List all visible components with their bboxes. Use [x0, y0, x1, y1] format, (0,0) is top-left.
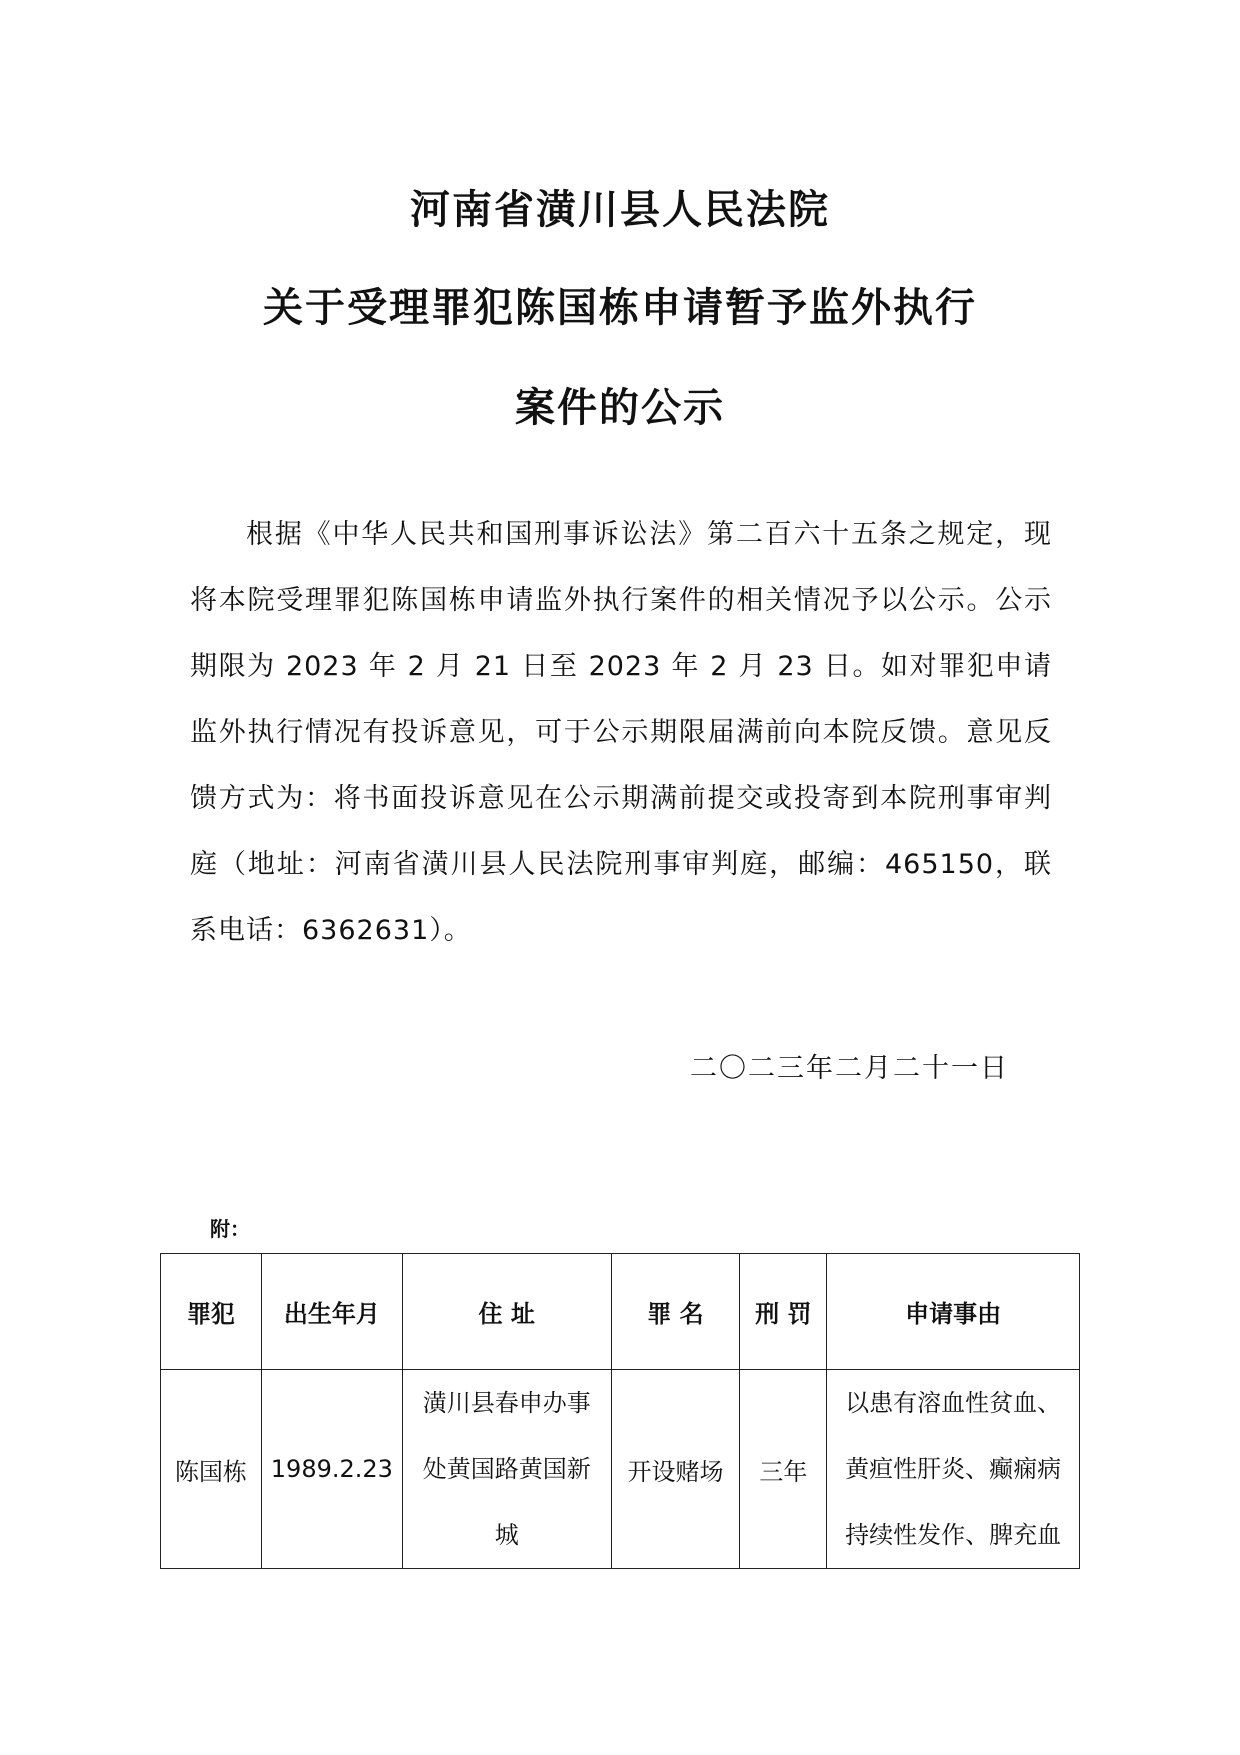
issue-date: 二〇二三年二月二十一日: [690, 1053, 1009, 1084]
table-header-row: [161, 1254, 1080, 1370]
cell-offender: 陈国栋: [161, 1370, 262, 1569]
notice-body: [190, 502, 1052, 964]
cell-reason: 以患有溶血性贫血、黄疸性肝炎、癫痫病持续性发作、脾充血: [827, 1370, 1080, 1569]
header-sentence: 刑 罚: [740, 1254, 827, 1370]
cell-address: 潢川县春申办事处黄国路黄国新城: [402, 1370, 611, 1569]
offender-info-table: [160, 1253, 1080, 1569]
header-reason: 申请事由: [827, 1254, 1080, 1370]
attachment-label: 附：: [210, 1217, 250, 1241]
cell-birth-date: 1989.2.23: [261, 1370, 402, 1569]
header-offender: 罪犯: [161, 1254, 262, 1370]
header-crime: 罪 名: [611, 1254, 740, 1370]
notice-paragraph: 根据《中华人民共和国刑事诉讼法》第二百六十五条之规定，现将本院受理罪犯陈国栋申请监外执行案件的相关情况予以公示。公示期限为 2023 年 2 月 21 日至 2023 年 2 月 23 日。如对罪犯申请监外执行情况有投诉意见，可于公示期限届满前向本院反馈。意见反馈方式为：将书面投诉意见在公示期满前提交或投寄到本院刑事审判庭（地址：河南省潢川县人民法院刑事审判庭，邮编：465150，联系电话：6362631）。: [190, 519, 1052, 946]
document-title-line3: 案件的公示: [515, 385, 725, 431]
header-birth-date: 出生年月: [261, 1254, 402, 1370]
document-title-line1: 河南省潢川县人民法院: [410, 187, 830, 233]
document-title-line2: 关于受理罪犯陈国栋申请暂予监外执行: [263, 285, 977, 331]
header-address: 住 址: [402, 1254, 611, 1370]
table-row: [161, 1370, 1080, 1569]
cell-sentence: 三年: [740, 1370, 827, 1569]
cell-crime: 开设赌场: [611, 1370, 740, 1569]
